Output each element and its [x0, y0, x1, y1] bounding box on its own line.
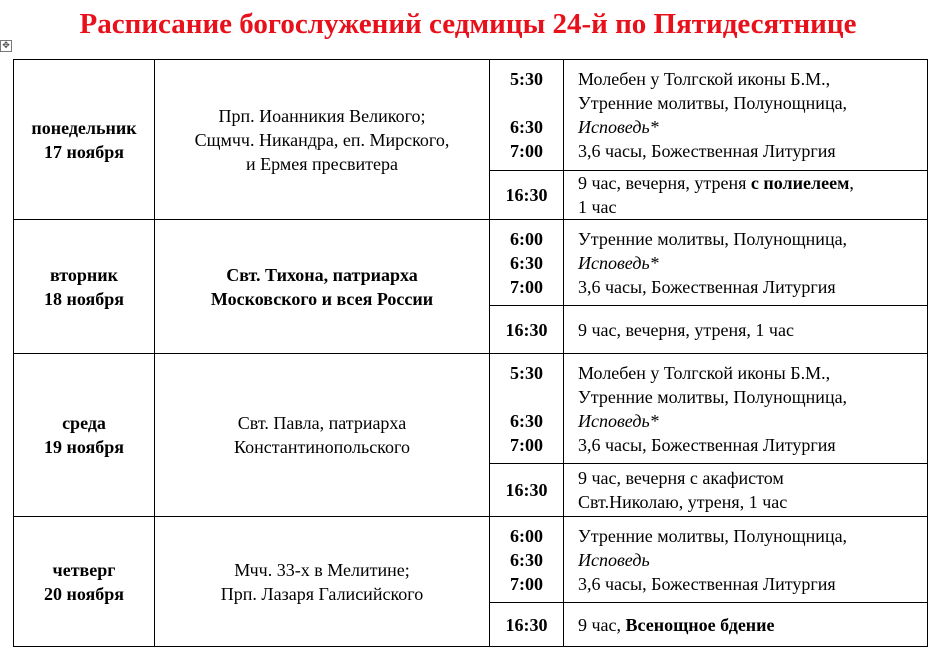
evening-time-cell: 16:30 — [490, 603, 564, 647]
page-title: Расписание богослужений седмицы 24-й по Пятидесятнице — [79, 8, 857, 40]
saint-line: Свт. Павла, патриарха — [237, 413, 407, 433]
saint-line: Прп. Иоанникия Великого; — [218, 105, 426, 126]
service-text: 9 час, вечерня, утреня — [578, 173, 751, 193]
service-line: Утренние молитвы, Полунощница, — [578, 386, 848, 407]
saint-cell — [155, 517, 490, 647]
morning-times-cell — [490, 220, 564, 306]
service-time: 6:30 — [510, 252, 543, 273]
service-time: 7:00 — [510, 573, 543, 594]
saint-line: Прп. Лазаря Галисийского — [220, 583, 424, 604]
evening-services-cell — [564, 171, 928, 220]
day-cell — [14, 220, 155, 354]
saint-line: Свт. Тихона, патриарха — [226, 264, 418, 285]
saint-line: Константинопольского — [234, 437, 410, 457]
date-label: 20 ноября — [43, 583, 124, 604]
saint-line: Сщмчч. Никандра, еп. Мирского, — [194, 129, 450, 150]
service-text: 9 час, — [578, 614, 626, 635]
service-time: 6:00 — [510, 525, 543, 546]
service-time: 7:00 — [510, 434, 543, 455]
weekday-label: вторник — [49, 264, 118, 285]
table-row — [14, 517, 928, 603]
service-time: 6:30 — [510, 410, 543, 431]
service-line: 3,6 часы, Божественная Литургия — [578, 434, 836, 455]
saint-cell — [155, 60, 490, 220]
schedule-table — [13, 59, 928, 647]
service-time: 7:00 — [510, 276, 543, 297]
morning-times-cell — [490, 60, 564, 171]
morning-times-cell — [490, 517, 564, 603]
confession-line: Исповедь — [578, 549, 650, 570]
morning-services-cell — [564, 517, 928, 603]
service-line: Молебен у Толгской иконы Б.М., — [578, 69, 831, 89]
service-line: 3,6 часы, Божественная Литургия — [578, 573, 836, 594]
service-line: 3,6 часы, Божественная Литургия — [578, 276, 836, 297]
service-line: 3,6 часы, Божественная Литургия — [578, 141, 836, 161]
service-line — [578, 171, 927, 195]
service-line: Утренние молитвы, Полунощница, — [578, 525, 848, 546]
date-label: 17 ноября — [43, 141, 124, 162]
saint-line: Мчч. 33-х в Мелитине; — [234, 559, 410, 580]
table-move-handle-icon[interactable]: ✥ — [0, 40, 12, 52]
service-line: 9 час, вечерня, утреня, 1 час — [578, 319, 794, 340]
saint-cell — [155, 354, 490, 517]
table-row — [14, 60, 928, 171]
service-line — [578, 613, 927, 637]
evening-services-cell — [564, 603, 928, 647]
evening-time-cell: 16:30 — [490, 171, 564, 220]
morning-services-cell — [564, 354, 928, 464]
saint-line: Московского и всея России — [210, 288, 434, 309]
service-time — [490, 385, 563, 409]
evening-services-cell — [564, 306, 928, 354]
weekday-label: среда — [62, 413, 106, 433]
polyeleos-text: с полиелеем — [750, 173, 850, 193]
service-time: 6:30 — [510, 117, 543, 137]
weekday-label: четверг — [52, 559, 116, 580]
confession-line: Исповедь* — [578, 410, 659, 431]
service-line: Утренние молитвы, Полунощница, — [578, 93, 848, 113]
date-label: 18 ноября — [43, 288, 124, 309]
table-row — [14, 354, 928, 464]
service-time: 5:30 — [510, 69, 543, 89]
evening-services-cell — [564, 464, 928, 517]
day-cell — [14, 354, 155, 517]
service-time: 6:00 — [510, 228, 543, 249]
service-line: 1 час — [578, 197, 617, 217]
weekday-label: понедельник — [31, 117, 137, 138]
saint-cell — [155, 220, 490, 354]
service-text: , — [849, 173, 854, 193]
table-row — [14, 220, 928, 306]
service-time: 7:00 — [510, 141, 543, 161]
service-line: Утренние молитвы, Полунощница, — [578, 228, 848, 249]
day-cell — [14, 60, 155, 220]
vigil-text: Всенощное бдение — [625, 614, 775, 635]
day-cell — [14, 517, 155, 647]
service-line: Свт.Николаю, утреня, 1 час — [578, 492, 788, 512]
service-line: Молебен у Толгской иконы Б.М., — [578, 362, 831, 383]
confession-line: Исповедь* — [578, 252, 659, 273]
service-time: 5:30 — [510, 362, 543, 383]
date-label: 19 ноября — [43, 437, 124, 457]
evening-time-cell: 16:30 — [490, 306, 564, 354]
morning-times-cell — [490, 354, 564, 464]
confession-line: Исповедь* — [578, 117, 659, 137]
service-time — [490, 91, 563, 115]
morning-services-cell — [564, 220, 928, 306]
saint-line: и Ермея пресвитера — [245, 153, 399, 174]
service-time: 6:30 — [510, 549, 543, 570]
morning-services-cell — [564, 60, 928, 171]
service-line: 9 час, вечерня с акафистом — [578, 468, 784, 488]
evening-time-cell: 16:30 — [490, 464, 564, 517]
